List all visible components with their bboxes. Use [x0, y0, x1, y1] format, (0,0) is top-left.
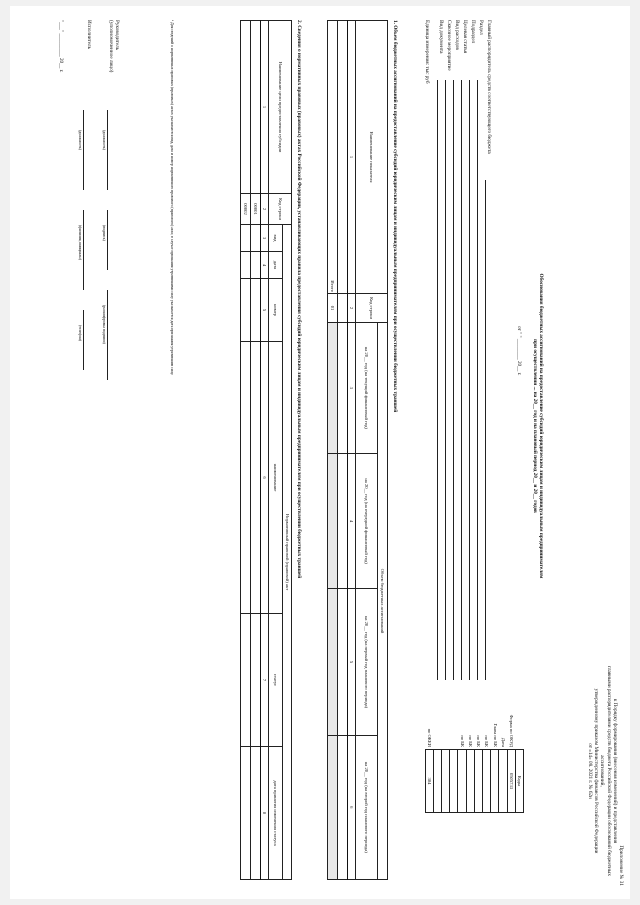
s2-num: 3: [261, 225, 269, 252]
s2-cell: [251, 747, 261, 880]
footnote: ¹ Для сведений о нормативных правовых (правовых) актах указываются вид, дата и номер нормативного правового (правового) акта; в случае признания утратившими силу указывается дата признания утратившим силу.: [170, 20, 174, 376]
document-page: [10, 6, 630, 899]
s2-cell: [251, 342, 261, 614]
field-label: Вид документа: [438, 20, 444, 54]
rotated-form: [10, 6, 630, 899]
s1-num: 2: [348, 294, 356, 323]
s2-cell: [251, 279, 261, 342]
cap-position: (должность): [102, 130, 106, 150]
code-value: [450, 750, 458, 813]
appendix-line: от «14» 08. 2021 г. № 62н: [586, 743, 593, 799]
s1-total-cell: [328, 453, 338, 589]
cap-position: (должность): [78, 130, 82, 150]
code-label: по БК: [459, 735, 465, 747]
code-value: [491, 750, 499, 813]
s1-row-code: [338, 294, 348, 323]
s1-total-cell: [328, 323, 338, 454]
code-label: по ОКЕИ: [427, 728, 433, 747]
cap-decrypt: (расшифровка подписи): [102, 305, 106, 344]
s2-row-code: 00001: [251, 194, 261, 225]
date-line: от " " ________ 20__ г.: [516, 326, 522, 376]
s1-col-y1: на 20__ год (на текущий финансовый год): [356, 323, 378, 454]
appendix-block: [587, 656, 624, 886]
s2-cell: [241, 225, 251, 252]
s1-col-y2: на 20__ год (на очередной финансовый год): [356, 453, 378, 589]
s2-cell: [251, 614, 261, 747]
signature-date: "___" _________ 20__ г.: [58, 20, 64, 73]
s1-col-name: Наименование показателя: [356, 21, 388, 294]
code-value: [499, 750, 507, 813]
form-title: [532, 126, 544, 726]
section1-title: 1. Объем бюджетных ассигнований на предоставление субсидий юридическим лицам и индивидуальным предпринимателям при осуществлении бюджетных траншей: [392, 20, 398, 413]
s2-cell: [241, 747, 251, 880]
code-label: Форма по ОКУД: [508, 714, 514, 747]
header-fields: [422, 20, 492, 680]
field-label: Подраздел: [470, 20, 476, 44]
code-label: [442, 706, 450, 750]
field-label: Главный распорядитель средств соответствующего бюджета: [486, 20, 492, 154]
form-title-line: при осуществлении ... на 20__ год и на плановый период 20__ и 20__ годов: [531, 339, 538, 513]
code-value: [474, 750, 482, 813]
s2-cell: [241, 342, 251, 614]
exec-label: Исполнитель: [86, 20, 92, 50]
s2-col-purpose: Наименование цели предоставления субсидии: [269, 21, 292, 194]
s2-row-purpose: [251, 21, 261, 194]
codes-table: [425, 706, 524, 813]
cap-fio: (фамилия, инициалы): [78, 225, 82, 261]
s2-col-type: вид: [269, 225, 283, 252]
s2-cell: [241, 252, 251, 279]
field-label: Сквозное мероприятие: [446, 20, 452, 71]
code-label: [450, 706, 458, 750]
codes-header: Коды: [515, 750, 523, 813]
s2-num: 2: [261, 194, 269, 225]
s2-num: 7: [261, 614, 269, 747]
s1-col-y4: на 20__ год (на второй год планового периода): [356, 735, 378, 879]
s1-num: 1: [348, 21, 356, 294]
section1-table: [327, 20, 388, 880]
s2-cell: [241, 279, 251, 342]
code-value: 384: [425, 750, 433, 813]
s2-col-group: Нормативный правовой (правовой) акт: [283, 225, 292, 880]
s2-row-code: 00002: [241, 194, 251, 225]
s1-total-label: Итого: [328, 21, 338, 294]
code-label: Дата: [500, 737, 506, 747]
s2-col-code: Код строки: [269, 194, 292, 225]
s2-cell: [251, 252, 261, 279]
s1-cell: [338, 453, 348, 589]
s1-total-cell: [328, 589, 338, 735]
field-label: Целевая статья: [462, 20, 468, 54]
code-value: [458, 750, 466, 813]
s2-num: 6: [261, 342, 269, 614]
section2-title: 2. Сведения о нормативных правовых (правовых) актах Российской Федерации, устанавливающих правила предоставления субсидий юридическим лицам и индивидуальным предпринимателям при осуществлении бюджетных траншей: [296, 20, 302, 579]
form-title-line: Обоснования бюджетных ассигнований на предоставление субсидий юридическим лицам и индивидуальным предпринимателям: [538, 273, 544, 579]
code-label: [433, 706, 441, 750]
s2-num: 4: [261, 252, 269, 279]
code-value: [442, 750, 450, 813]
appendix-line: главными распорядителями средств бюджета Российской Федерации обоснований бюджетных ассигнований,: [599, 666, 612, 876]
code-label: Глава по БК: [492, 723, 498, 747]
s1-total-cell: [328, 735, 338, 879]
section2-table: [240, 20, 292, 880]
s1-num: 6: [348, 735, 356, 879]
s1-row-name: [338, 21, 348, 294]
s2-num: 5: [261, 279, 269, 342]
s1-col-code: Код строки: [356, 294, 388, 323]
s2-col-date: дата: [269, 252, 283, 279]
head-sub-label: (уполномоченное лицо): [107, 20, 114, 73]
s1-num: 3: [348, 323, 356, 454]
s2-col-date-status: дата принятия изменения статуса: [269, 747, 283, 880]
s1-num: 4: [348, 453, 356, 589]
s2-cell: [251, 225, 261, 252]
s1-col-group: Объем бюджетных ассигнований: [378, 323, 388, 880]
s1-cell: [338, 589, 348, 735]
code-value: 0505733: [507, 750, 515, 813]
s2-num: 1: [261, 21, 269, 194]
s1-total-code: 01: [328, 294, 338, 323]
s2-col-num: номер: [269, 279, 283, 342]
s2-row-purpose: [241, 21, 251, 194]
s2-cell: [241, 614, 251, 747]
cap-phone: (телефон): [78, 325, 82, 341]
appendix-line: к Порядку формирования (внесения изменений) и представления: [611, 698, 618, 844]
appendix-title: Приложение № 31: [618, 845, 624, 886]
unit-label: Единица измерения: тыс руб: [424, 20, 430, 84]
field-label: Вид расходов: [454, 20, 460, 50]
cap-sign: (подпись): [102, 225, 106, 241]
code-label: по БК: [484, 735, 490, 747]
code-label: по БК: [476, 735, 482, 747]
code-label: по БК: [468, 735, 474, 747]
codes-empty: [515, 706, 523, 750]
s1-col-y3: на 20__ год (на первый год планового периода): [356, 589, 378, 735]
signature-block: [58, 20, 120, 620]
s1-num: 5: [348, 589, 356, 735]
appendix-line: утвержденному приказом Министерства финансов Российской Федерации: [593, 688, 600, 854]
s1-cell: [338, 735, 348, 879]
s2-col-name: наименование: [269, 342, 283, 614]
code-value: [466, 750, 474, 813]
code-value: [483, 750, 491, 813]
s2-col-status: статус: [269, 614, 283, 747]
code-value: [433, 750, 441, 813]
s1-cell: [338, 323, 348, 454]
field-label: Раздел: [478, 20, 484, 35]
s2-num: 8: [261, 747, 269, 880]
head-label: Руководитель: [114, 20, 120, 51]
